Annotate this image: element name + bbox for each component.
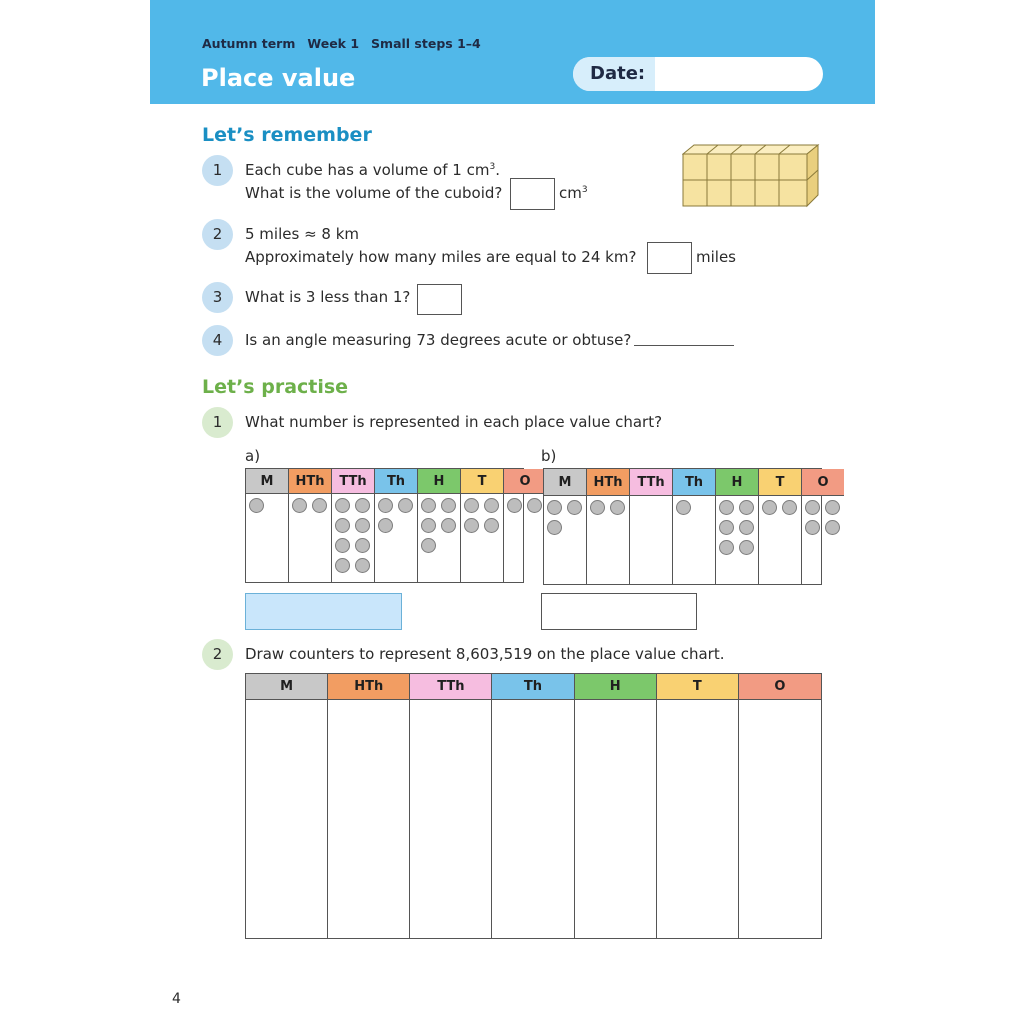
place-value-chart-blank[interactable] [245, 673, 822, 939]
header-subtitle [202, 36, 493, 51]
answer-box-chart-b[interactable] [541, 593, 697, 630]
counter [421, 498, 436, 513]
counter-column-o [504, 494, 546, 582]
place-value-chart-b [543, 468, 829, 585]
counter [398, 498, 413, 513]
counter [547, 500, 562, 515]
drawing-column-th[interactable] [492, 700, 574, 938]
superscript: 3 [489, 162, 496, 172]
question-number: 1 [202, 407, 233, 438]
counter [355, 518, 370, 533]
counter [610, 500, 625, 515]
counter [421, 538, 436, 553]
column-header-tth: TTh [332, 469, 375, 494]
place-value-chart-a [245, 468, 531, 583]
answer-box-chart-a[interactable] [245, 593, 402, 630]
counter [527, 498, 542, 513]
column-header-h: H [716, 469, 759, 496]
counter-column-t [461, 494, 504, 582]
counter [335, 558, 350, 573]
counter-column-tth [630, 496, 673, 584]
question-number: 4 [202, 325, 233, 356]
counter-column-t [759, 496, 802, 584]
counter [739, 500, 754, 515]
counter [464, 498, 479, 513]
counter [782, 500, 797, 515]
question-number: 2 [202, 219, 233, 250]
drawing-column-tth[interactable] [410, 700, 492, 938]
answer-box-subtraction[interactable] [417, 284, 462, 315]
counter [484, 498, 499, 513]
column-header-o: O [739, 674, 821, 700]
column-header-m: M [246, 469, 289, 494]
counter-column-o [802, 496, 844, 584]
counter [421, 518, 436, 533]
counter [739, 540, 754, 555]
drawing-column-hth[interactable] [328, 700, 410, 938]
answer-line-angle[interactable] [634, 345, 734, 346]
column-header-hth: HTh [587, 469, 630, 496]
counter-column-m [246, 494, 289, 582]
column-header-o: O [802, 469, 844, 496]
unit-text: cm [559, 184, 582, 202]
part-a-label: a) [245, 447, 261, 465]
column-header-tth: TTh [630, 469, 673, 496]
column-header-m: M [246, 674, 328, 700]
term-label: Autumn term [202, 36, 296, 51]
column-header-o: O [504, 469, 546, 494]
counter [292, 498, 307, 513]
counter [805, 500, 820, 515]
question-text: Draw counters to represent 8,603,519 on the place value chart. [245, 645, 725, 663]
column-header-h: H [418, 469, 461, 494]
date-field[interactable] [573, 57, 823, 91]
counter [335, 538, 350, 553]
drawing-column-h[interactable] [575, 700, 657, 938]
column-header-th: Th [375, 469, 418, 494]
counter [567, 500, 582, 515]
counter [719, 500, 734, 515]
column-header-th: Th [492, 674, 574, 700]
unit-label [559, 184, 588, 202]
counter [378, 498, 393, 513]
counter [719, 540, 734, 555]
part-b-label: b) [541, 447, 557, 465]
answer-box-miles[interactable] [647, 242, 692, 274]
section-title-remember: Let’s remember [202, 124, 372, 146]
question-text [245, 161, 500, 179]
week-label: Week 1 [307, 36, 360, 51]
counter [464, 518, 479, 533]
counter-column-h [716, 496, 759, 584]
page-number: 4 [172, 991, 181, 1007]
counter-column-hth [587, 496, 630, 584]
counter [441, 518, 456, 533]
counter-column-hth [289, 494, 332, 582]
counter [825, 520, 840, 535]
date-label-cell [573, 57, 655, 91]
question-number: 2 [202, 639, 233, 670]
superscript: 3 [581, 185, 588, 195]
column-header-t: T [759, 469, 802, 496]
column-header-th: Th [673, 469, 716, 496]
counter [378, 518, 393, 533]
question-number: 3 [202, 282, 233, 313]
question-text: Is an angle measuring 73 degrees acute or obtuse? [245, 331, 632, 349]
question-text: What is the volume of the cuboid? [245, 184, 503, 202]
unit-label: miles [696, 248, 736, 266]
question-text: What number is represented in each place value chart? [245, 413, 663, 431]
counter [762, 500, 777, 515]
header-banner [150, 0, 875, 104]
counter [312, 498, 327, 513]
counter [355, 498, 370, 513]
page-title: Place value [201, 64, 356, 92]
counter [590, 500, 605, 515]
counter-column-h [418, 494, 461, 582]
counter [249, 498, 264, 513]
counter-column-tth [332, 494, 375, 582]
counter [805, 520, 820, 535]
column-header-tth: TTh [410, 674, 492, 700]
counter [335, 498, 350, 513]
column-header-t: T [461, 469, 504, 494]
column-header-h: H [575, 674, 657, 700]
counter [719, 520, 734, 535]
cuboid-illustration [682, 143, 820, 209]
counter [739, 520, 754, 535]
q1-line1-end: . [495, 161, 500, 179]
steps-label: Small steps 1–4 [371, 36, 481, 51]
counter [484, 518, 499, 533]
section-title-practise: Let’s practise [202, 376, 349, 398]
counter [825, 500, 840, 515]
counter-column-m [544, 496, 587, 584]
question-text: What is 3 less than 1? [245, 288, 411, 306]
counter [355, 558, 370, 573]
counter [355, 538, 370, 553]
counter [676, 500, 691, 515]
counter [441, 498, 456, 513]
counter [507, 498, 522, 513]
column-header-hth: HTh [328, 674, 410, 700]
date-label: Date: [590, 63, 646, 84]
column-header-t: T [657, 674, 739, 700]
drawing-column-t[interactable] [657, 700, 739, 938]
counter-column-th [375, 494, 418, 582]
question-text: Approximately how many miles are equal to 24 km? [245, 248, 637, 266]
counter [335, 518, 350, 533]
q1-line1: Each cube has a volume of 1 cm [245, 161, 490, 179]
drawing-column-m[interactable] [246, 700, 328, 938]
question-text: 5 miles ≈ 8 km [245, 225, 360, 243]
column-header-hth: HTh [289, 469, 332, 494]
drawing-column-o[interactable] [739, 700, 821, 938]
answer-box-volume[interactable] [510, 178, 555, 210]
counter [547, 520, 562, 535]
counter-column-th [673, 496, 716, 584]
question-number: 1 [202, 155, 233, 186]
column-header-m: M [544, 469, 587, 496]
